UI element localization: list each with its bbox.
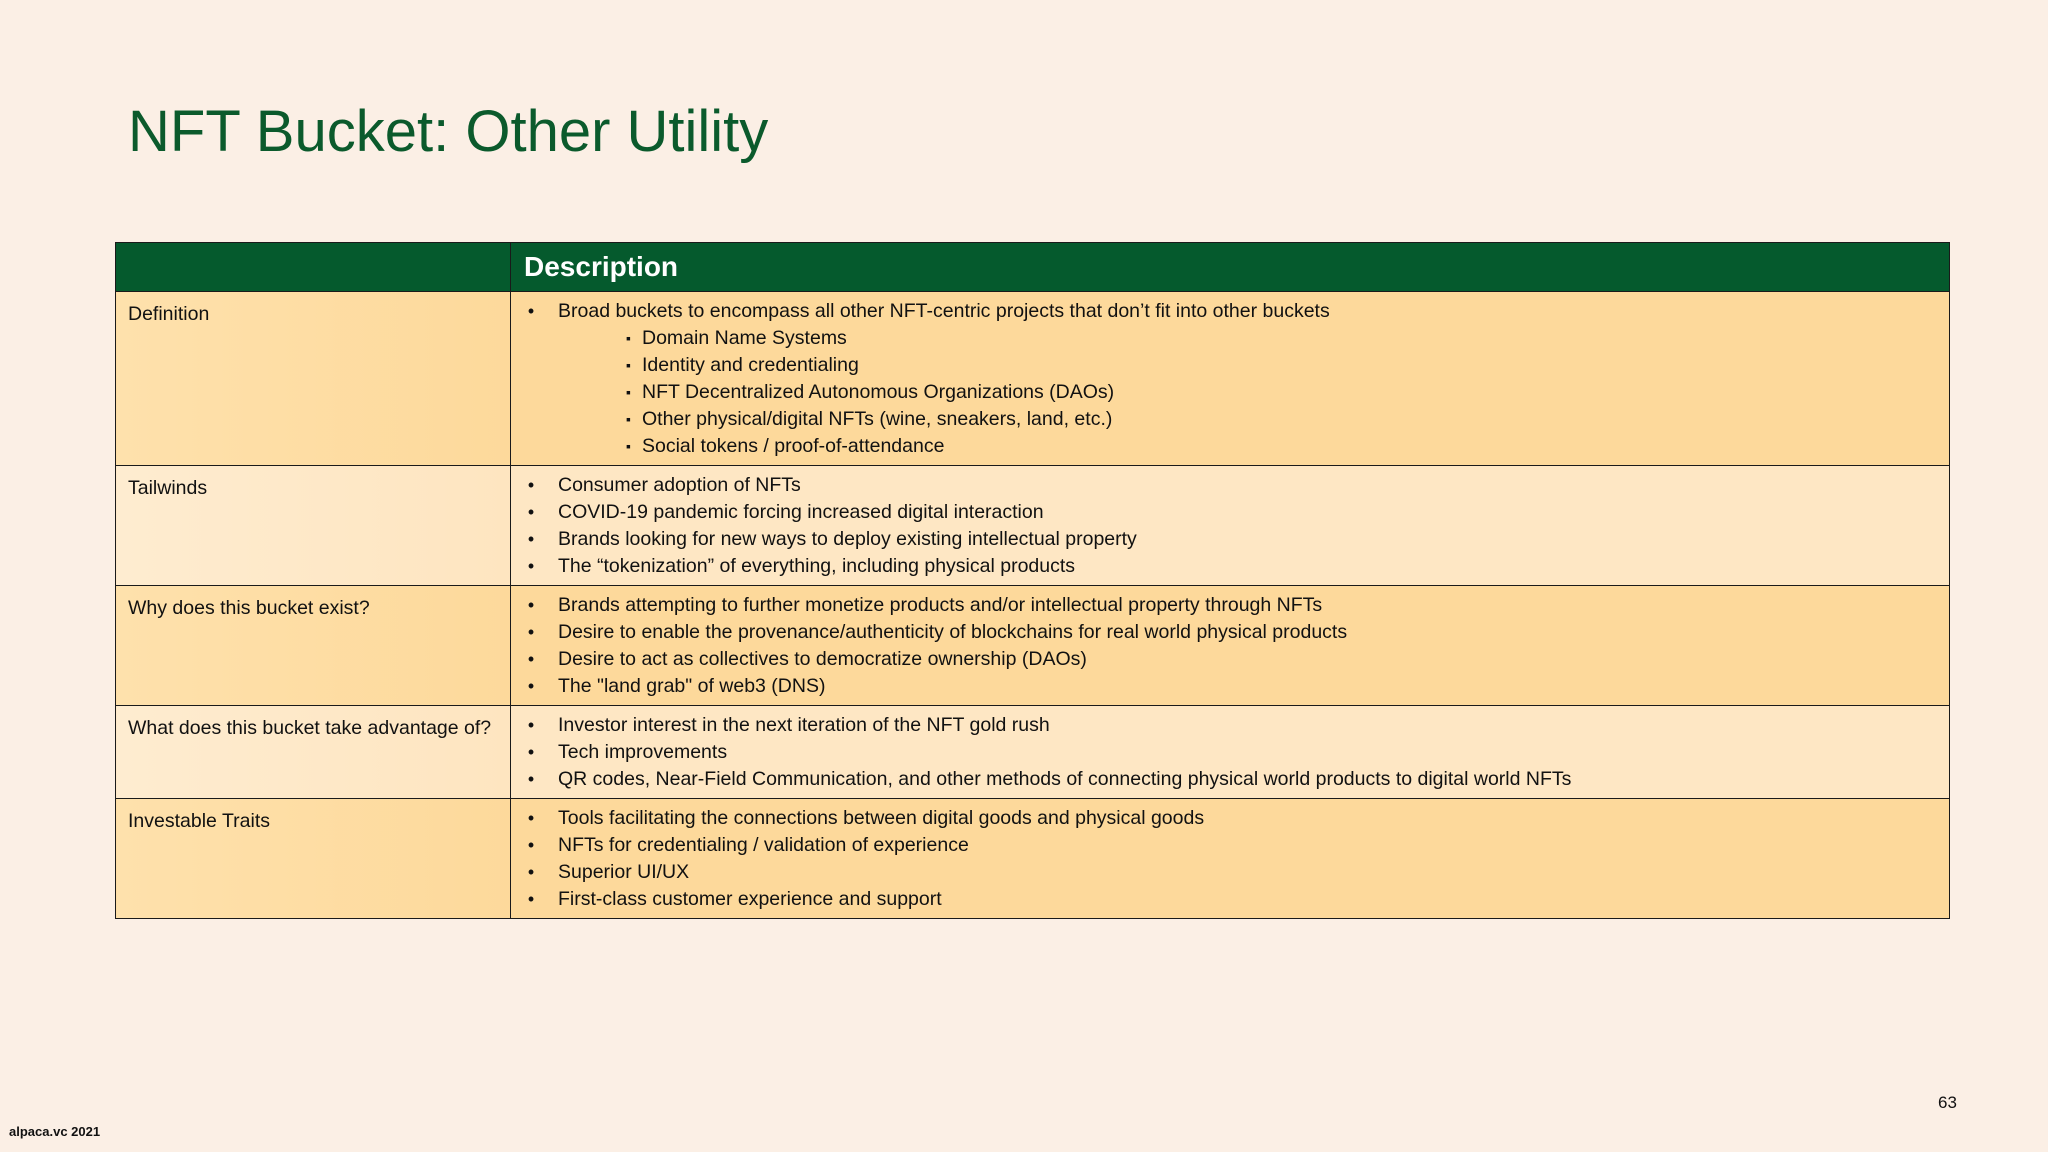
bullet-text: Desire to enable the provenance/authenticity of blockchains for real world physical products (558, 621, 1348, 643)
bullet-text: COVID-19 pandemic forcing increased digital interaction (558, 501, 1044, 523)
bullet-text: The "land grab" of web3 (DNS) (558, 675, 826, 697)
sub-bullet-text: Social tokens / proof-of-attendance (642, 435, 945, 457)
bullet-icon: • (527, 742, 535, 762)
table-row (116, 586, 1950, 706)
list-item (521, 712, 1939, 739)
row-label: Definition (116, 292, 511, 466)
bullet-icon: • (527, 529, 535, 549)
bullet-text: Consumer adoption of NFTs (558, 474, 801, 496)
table-row (116, 706, 1950, 799)
table-body (116, 292, 1950, 919)
page-number: 63 (1938, 1093, 1957, 1112)
bullet-icon: • (527, 808, 535, 828)
list-item (521, 619, 1939, 646)
list-item (521, 646, 1939, 673)
bullet-list (521, 298, 1939, 460)
bullet-text: Tech improvements (558, 741, 728, 763)
description-column-header: Description (511, 243, 1950, 292)
bullet-icon: • (527, 889, 535, 909)
list-item (521, 298, 1939, 460)
row-label: Investable Traits (116, 799, 511, 919)
bullet-text: Tools facilitating the connections between digital goods and physical goods (558, 807, 1205, 829)
sub-bullet-icon: ▪ (626, 411, 631, 427)
bullet-icon: • (527, 301, 535, 321)
bullet-text: Brands attempting to further monetize products and/or intellectual property through NFTs (558, 594, 1323, 616)
label-column-header (116, 243, 511, 292)
list-item (521, 739, 1939, 766)
list-item (521, 886, 1939, 913)
sub-bullet-list (558, 325, 1939, 460)
list-item (521, 472, 1939, 499)
bullet-icon: • (527, 502, 535, 522)
row-label: Why does this bucket exist? (116, 586, 511, 706)
sub-bullet-icon: ▪ (626, 438, 631, 454)
bullet-icon: • (527, 862, 535, 882)
bullet-text: Superior UI/UX (558, 861, 690, 883)
bullet-icon: • (527, 715, 535, 735)
bullet-icon: • (527, 595, 535, 615)
sub-list-item (558, 379, 1939, 406)
list-item (521, 673, 1939, 700)
bullet-icon: • (527, 649, 535, 669)
bullet-icon: • (527, 769, 535, 789)
row-description (511, 706, 1950, 799)
sub-bullet-text: Identity and credentialing (642, 354, 859, 376)
list-item (521, 766, 1939, 793)
bullet-text: NFTs for credentialing / validation of experience (558, 834, 969, 856)
table-row (116, 292, 1950, 466)
list-item (521, 592, 1939, 619)
list-item (521, 832, 1939, 859)
sub-bullet-icon: ▪ (626, 330, 631, 346)
sub-list-item (558, 433, 1939, 460)
row-description (511, 292, 1950, 466)
list-item (521, 499, 1939, 526)
list-item (521, 859, 1939, 886)
bullet-text: First-class customer experience and support (558, 888, 942, 910)
bullet-text: Broad buckets to encompass all other NFT-centric projects that don’t fit into other buckets (558, 300, 1330, 322)
bullet-text: Desire to act as collectives to democratize ownership (DAOs) (558, 648, 1087, 670)
footer-brand: alpaca.vc 2021 (9, 1124, 101, 1139)
bullet-text: Brands looking for new ways to deploy existing intellectual property (558, 528, 1137, 550)
sub-bullet-text: Other physical/digital NFTs (wine, sneakers, land, etc.) (642, 408, 1113, 430)
bullet-icon: • (527, 556, 535, 576)
bullet-text: Investor interest in the next iteration of the NFT gold rush (558, 714, 1050, 736)
bucket-table (115, 242, 1950, 919)
bullet-list (521, 712, 1939, 793)
sub-list-item (558, 325, 1939, 352)
row-description (511, 466, 1950, 586)
bullet-text: The “tokenization” of everything, including physical products (558, 555, 1076, 577)
sub-bullet-text: NFT Decentralized Autonomous Organizations (DAOs) (642, 381, 1115, 403)
sub-bullet-icon: ▪ (626, 384, 631, 400)
row-description (511, 586, 1950, 706)
bullet-icon: • (527, 676, 535, 696)
row-label: Tailwinds (116, 466, 511, 586)
bullet-icon: • (527, 835, 535, 855)
bullet-list (521, 805, 1939, 913)
row-label: What does this bucket take advantage of? (116, 706, 511, 799)
sub-list-item (558, 352, 1939, 379)
list-item (521, 805, 1939, 832)
list-item (521, 553, 1939, 580)
table-header-row (116, 243, 1950, 292)
bullet-icon: • (527, 475, 535, 495)
table-row (116, 466, 1950, 586)
page-title: NFT Bucket: Other Utility (128, 99, 769, 164)
bullet-list (521, 472, 1939, 580)
list-item (521, 526, 1939, 553)
sub-list-item (558, 406, 1939, 433)
sub-bullet-text: Domain Name Systems (642, 327, 847, 349)
bullet-text: QR codes, Near-Field Communication, and other methods of connecting physical world products to digital world NFTs (558, 768, 1572, 790)
table-row (116, 799, 1950, 919)
row-description (511, 799, 1950, 919)
sub-bullet-icon: ▪ (626, 357, 631, 373)
bullet-list (521, 592, 1939, 700)
bullet-icon: • (527, 622, 535, 642)
